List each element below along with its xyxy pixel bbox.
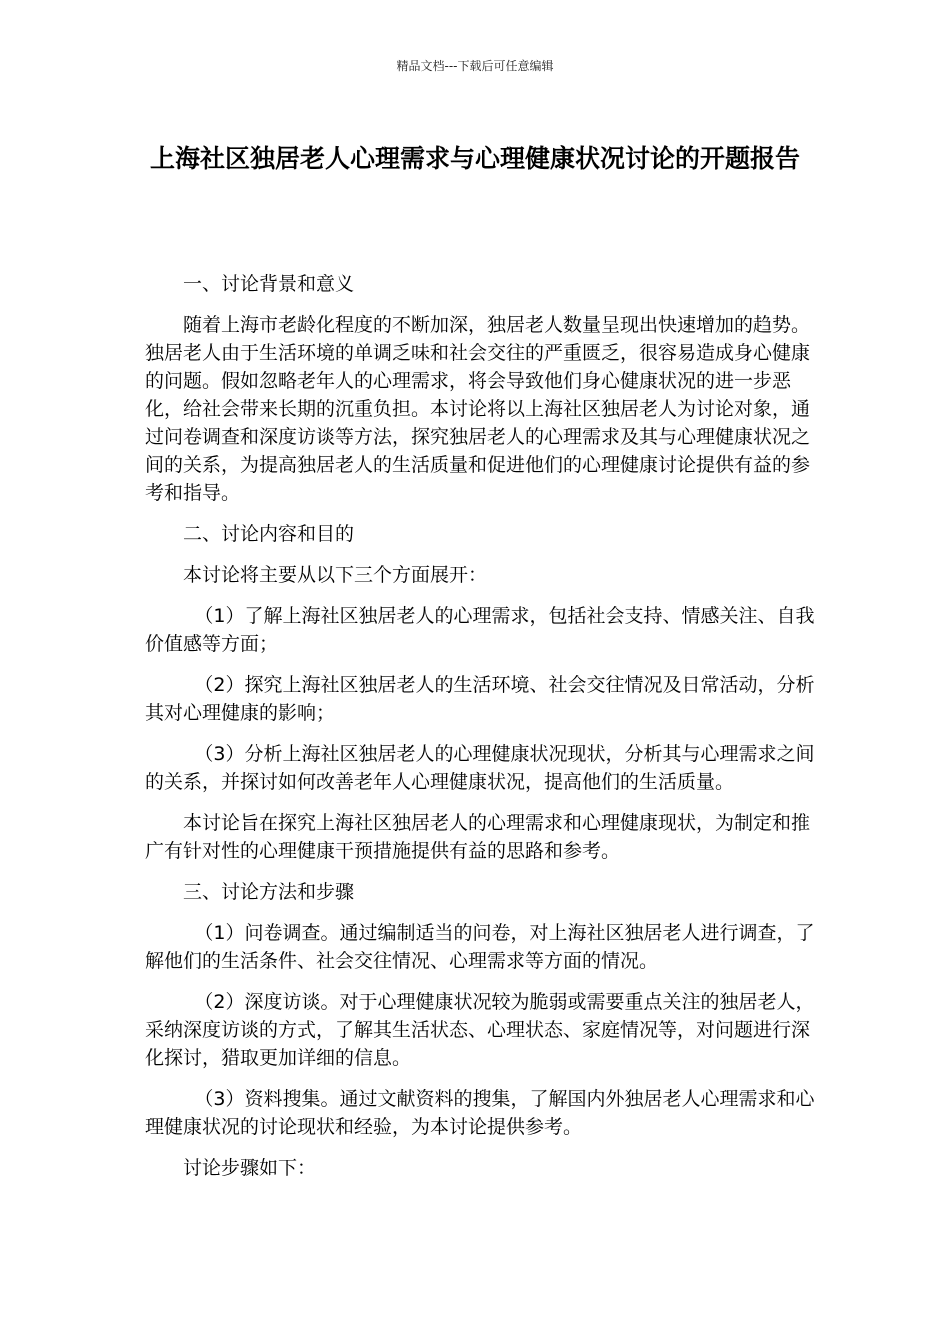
header-note: 精品文档---下载后可任意编辑 xyxy=(396,59,554,73)
list-item: （2）探究上海社区独居老人的生活环境、社会交往情况及日常活动，分析其对心理健康的影响； xyxy=(145,674,815,724)
section-heading-content: 二、讨论内容和目的 xyxy=(183,523,355,545)
paragraph-purpose: 本讨论旨在探究上海社区独居老人的心理需求和心理健康现状，为制定和推广有针对性的心理健康干预措施提供有益的思路和参考。 xyxy=(145,812,811,862)
list-item: （1）了解上海社区独居老人的心理需求，包括社会支持、情感关注、自我价值感等方面； xyxy=(145,605,815,655)
section-heading-methods: 三、讨论方法和步骤 xyxy=(183,881,355,903)
list-item: （2）深度访谈。对于心理健康状况较为脆弱或需要重点关注的独居老人，采纳深度访谈的方式，了解其生活状态、心理状态、家庭情况等，对问题进行深化探讨，猎取更加详细的信息。 xyxy=(145,991,815,1069)
document-body xyxy=(145,270,815,1195)
section-heading-background: 一、讨论背景和意义 xyxy=(183,273,355,295)
list-item: （1）问卷调查。通过编制适当的问卷，对上海社区独居老人进行调查，了解他们的生活条件、社会交往情况、心理需求等方面的情况。 xyxy=(145,922,815,972)
list-item: （3）资料搜集。通过文献资料的搜集，了解国内外独居老人心理需求和心理健康状况的讨论现状和经验，为本讨论提供参考。 xyxy=(145,1088,815,1138)
document-title: 上海社区独居老人心理需求与心理健康状况讨论的开题报告 xyxy=(149,144,800,173)
list-item: （3）分析上海社区独居老人的心理健康状况现状，分析其与心理需求之间的关系，并探讨如何改善老年人心理健康状况，提高他们的生活质量。 xyxy=(145,743,815,793)
paragraph-background: 随着上海市老龄化程度的不断加深，独居老人数量呈现出快速增加的趋势。独居老人由于生活环境的单调乏味和社会交往的严重匮乏，很容易造成身心健康的问题。假如忽略老年人的心理需求，将会导致他们身心健康状况的进一步恶化，给社会带来长期的沉重负担。本讨论将以上海社区独居老人为讨论对象，通过问卷调查和深度访谈等方法，探究独居老人的心理需求及其与心理健康状况之间的关系，为提高独居老人的生活质量和促进他们的心理健康讨论提供有益的参考和指导。 xyxy=(145,314,811,504)
paragraph-steps: 讨论步骤如下： xyxy=(183,1157,317,1179)
paragraph-intro: 本讨论将主要从以下三个方面展开： xyxy=(183,564,488,586)
